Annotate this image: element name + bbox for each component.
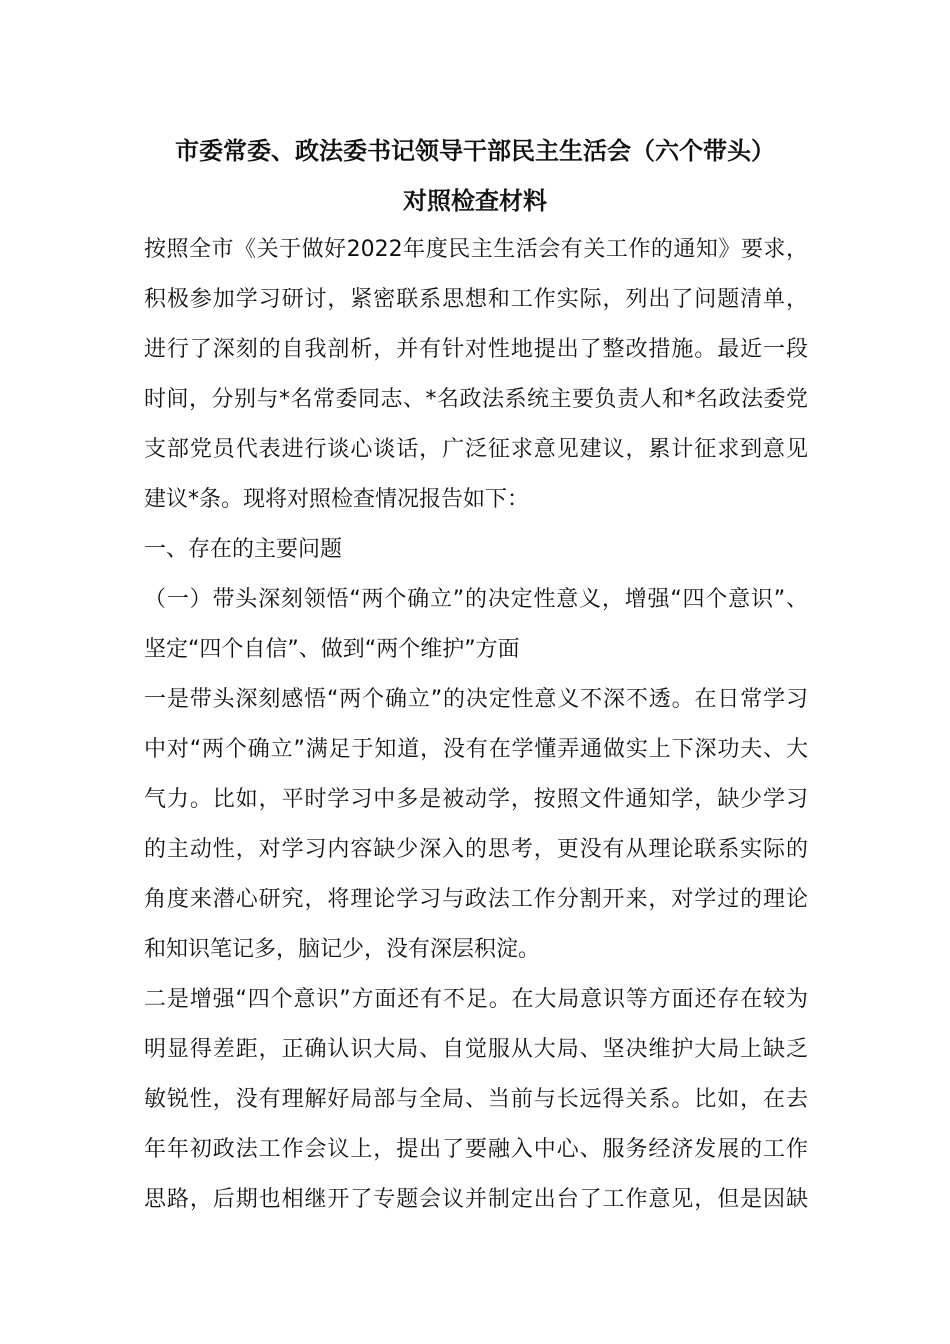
- paragraph-point-one-line: 中对“两个确立”满足于知道，没有在学懂弄通做实上下深功夫、大: [144, 737, 808, 762]
- subsection-heading-line: （一）带头深刻领悟“两个确立”的决定性意义，增强“四个意识”、: [144, 587, 808, 612]
- document-title-line-2: 对照检查材料: [403, 187, 547, 215]
- paragraph-point-one-line: 和知识笔记多，脑记少，没有深层积淀。: [144, 937, 541, 962]
- paragraph-point-one-line: 气力。比如，平时学习中多是被动学，按照文件通知学，缺少学习: [144, 787, 808, 812]
- subsection-heading-line: 坚定“四个自信”、做到“两个维护”方面: [144, 637, 520, 662]
- paragraph-point-one-line: 的主动性，对学习内容缺少深入的思考，更没有从理论联系实际的: [144, 837, 808, 862]
- paragraph-point-two-line: 敏锐性，没有理解好局部与全局、当前与长远得关系。比如，在去: [144, 1087, 808, 1112]
- paragraph-point-one-line: 一是带头深刻感悟“两个确立”的决定性意义不深不透。在日常学习: [144, 687, 808, 712]
- section-heading-main-problems: 一、存在的主要问题: [144, 537, 343, 562]
- paragraph-intro-line: 按照全市《关于做好2022年度民主生活会有关工作的通知》要求，: [144, 237, 808, 262]
- paragraph-point-two-line: 二是增强“四个意识”方面还有不足。在大局意识等方面还存在较为: [144, 987, 808, 1012]
- paragraph-point-two-line: 思路，后期也相继开了专题会议并制定出台了工作意见，但是因缺: [144, 1187, 808, 1212]
- paragraph-point-one-line: 角度来潜心研究，将理论学习与政法工作分割开来，对学过的理论: [144, 887, 808, 912]
- paragraph-intro-line: 时间，分别与*名常委同志、*名政法系统主要负责人和*名政法委党: [144, 387, 808, 412]
- paragraph-point-two-line: 年年初政法工作会议上，提出了要融入中心、服务经济发展的工作: [144, 1137, 808, 1162]
- paragraph-intro-line: 积极参加学习研讨，紧密联系思想和工作实际，列出了问题清单，: [144, 287, 808, 312]
- paragraph-intro-line: 建议*条。现将对照检查情况报告如下：: [144, 487, 530, 512]
- document-title-line-1: 市委常委、政法委书记领导干部民主生活会（六个带头）: [175, 137, 775, 165]
- paragraph-intro-line: 进行了深刻的自我剖析，并有针对性地提出了整改措施。最近一段: [144, 337, 808, 362]
- paragraph-point-two-line: 明显得差距，正确认识大局、自觉服从大局、坚决维护大局上缺乏: [144, 1037, 808, 1062]
- paragraph-intro-line: 支部党员代表进行谈心谈话，广泛征求意见建议，累计征求到意见: [144, 437, 808, 462]
